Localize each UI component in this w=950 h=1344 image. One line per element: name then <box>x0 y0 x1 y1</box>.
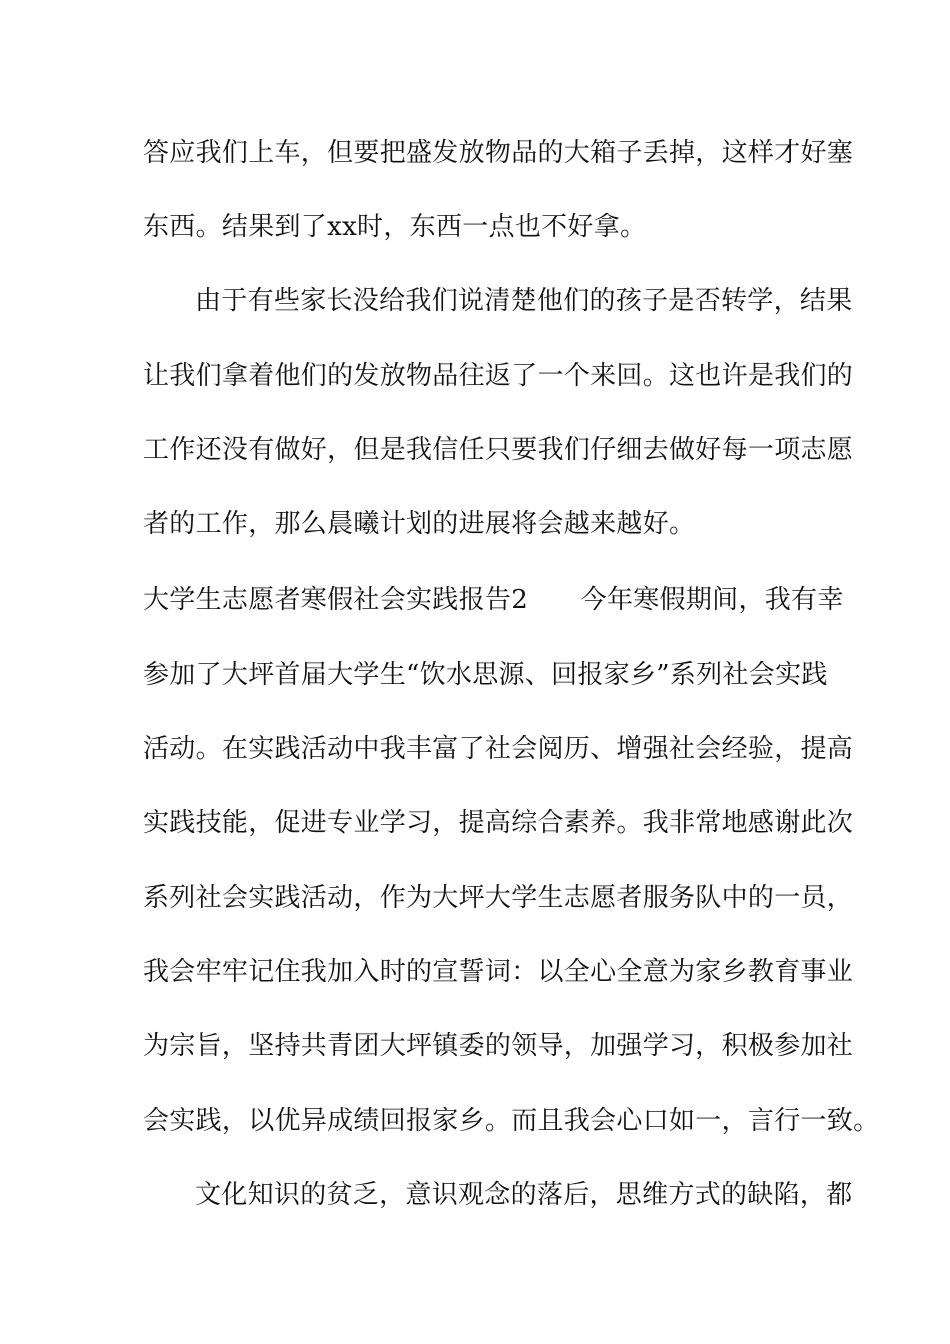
text-line: 东西。结果到了xx时，东西一点也不好拿。 <box>143 212 647 242</box>
report-title-line: 大学生志愿者寒假社会实践报告2 今年寒假期间，我有幸 <box>143 585 844 615</box>
text-line: 工作还没有做好，但是我信任只要我们仔细去做好每一项志愿 <box>143 435 854 465</box>
paragraph-first-line: 文化知识的贫乏，意识观念的落后，思维方式的缺陷，都 <box>195 1180 853 1210</box>
text-line: 我会牢牢记住我加入时的宣誓词：以全心全意为家乡教育事业 <box>143 957 854 987</box>
text-line: 参加了大坪首届大学生“饮水思源、回报家乡”系列社会实践 <box>143 660 828 690</box>
paragraph-first-line: 由于有些家长没给我们说清楚他们的孩子是否转学，结果 <box>195 286 853 316</box>
text-line: 者的工作，那么晨曦计划的进展将会越来越好。 <box>143 509 696 539</box>
text-line: 系列社会实践活动，作为大坪大学生志愿者服务队中的一员， <box>143 883 854 913</box>
text-line: 活动。在实践活动中我丰富了社会阅历、增强社会经验，提高 <box>143 734 854 764</box>
text-line: 实践技能，促进专业学习，提高综合素养。我非常地感谢此次 <box>143 808 854 838</box>
text-line: 会实践，以优异成绩回报家乡。而且我会心口如一，言行一致。 <box>143 1106 880 1136</box>
text-line: 答应我们上车，但要把盛发放物品的大箱子丢掉，这样才好塞 <box>143 138 854 168</box>
text-line: 让我们拿着他们的发放物品往返了一个来回。这也许是我们的 <box>143 361 854 391</box>
text-line: 为宗旨，坚持共青团大坪镇委的领导，加强学习，积极参加社 <box>143 1031 854 1061</box>
